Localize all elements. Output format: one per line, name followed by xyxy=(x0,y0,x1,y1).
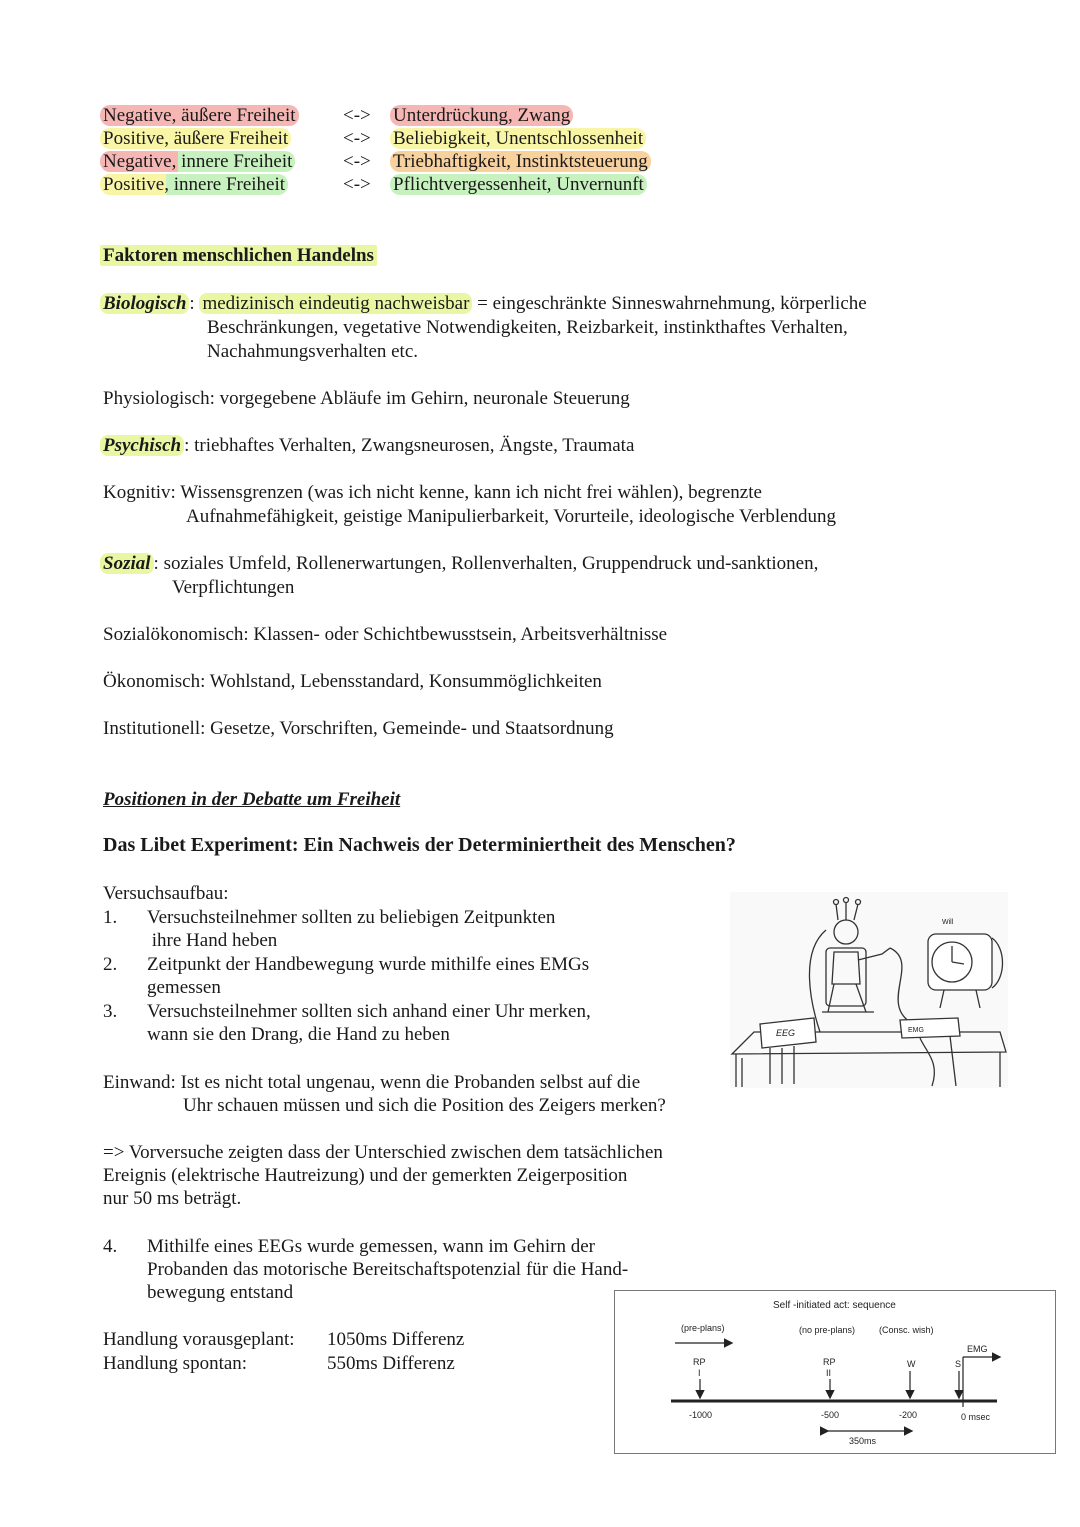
factor-sozial-line2: Verpflichtungen xyxy=(172,577,295,598)
factor-colon: : xyxy=(189,293,195,314)
vorversuch-line3: nur 50 ms beträgt. xyxy=(103,1188,242,1209)
freedom-right xyxy=(390,104,573,127)
freedom-left: Negative, äußere Freiheit xyxy=(100,105,299,126)
timeline-tick: 0 msec xyxy=(961,1412,991,1422)
result-planned-label: Handlung vorausgeplant: xyxy=(103,1329,295,1350)
freedom-right-text: Pflichtvergessenheit, Unvernunft xyxy=(390,174,647,195)
factor-label: Psychisch xyxy=(100,435,184,456)
freedom-arrow: <-> xyxy=(343,151,371,172)
sketch-emg-label: EMG xyxy=(908,1027,924,1034)
factors-heading-text: Faktoren menschlichen Handelns xyxy=(100,245,377,266)
factor-sozialoekonomisch: Sozialökonomisch: Klassen- oder Schichtbewusstsein, Arbeitsverhältnisse xyxy=(103,624,668,645)
freedom-row xyxy=(100,173,288,196)
libet-heading: Das Libet Experiment: Ein Nachweis der Determiniertheit des Menschen? xyxy=(103,834,736,856)
freedom-left: Positive, innere Freiheit xyxy=(100,174,288,195)
freedom-left: Negative, innere Freiheit xyxy=(100,151,295,172)
step-text: Versuchsteilnehmer sollten zu beliebigen Zeitpunkten xyxy=(147,907,556,928)
step-1-line2: ihre Hand heben xyxy=(147,930,278,951)
step-4 xyxy=(103,1235,595,1258)
einwand-line2: Uhr schauen müssen und sich die Position des Zeigers merken? xyxy=(183,1095,666,1116)
freedom-arrow: <-> xyxy=(343,174,371,195)
factor-institutionell: Institutionell: Gesetze, Vorschriften, Gemeinde- und Staatsordnung xyxy=(103,718,614,739)
factor-colon: : xyxy=(184,435,190,456)
step-4-line3: bewegung entstand xyxy=(147,1282,294,1303)
timeline-w: W xyxy=(907,1359,916,1369)
freedom-right-text: Unterdrückung, Zwang xyxy=(390,105,573,126)
freedom-left: Positive, äußere Freiheit xyxy=(100,128,291,149)
factor-label: Biologisch xyxy=(100,293,189,314)
timeline-title: Self -initiated act: sequence xyxy=(773,1300,896,1311)
factor-text: triebhaftes Verhalten, Zwangsneurosen, Ängste, Traumata xyxy=(189,435,635,456)
timeline-emg: EMG xyxy=(967,1344,988,1354)
step-2-line2: gemessen xyxy=(147,977,221,998)
freedom-right xyxy=(390,173,647,196)
factor-highlight: medizinisch eindeutig nachweisbar xyxy=(199,293,472,314)
freedom-right-text: Beliebigkeit, Unentschlossenheit xyxy=(390,128,646,149)
step-3-line2: wann sie den Drang, die Hand zu heben xyxy=(147,1024,450,1045)
factor-oekonomisch: Ökonomisch: Wohlstand, Lebensstandard, Konsummöglichkeiten xyxy=(103,671,602,692)
freedom-arrow: <-> xyxy=(343,105,371,126)
step-text: Mithilfe eines EEGs wurde gemessen, wann im Gehirn der xyxy=(147,1236,595,1257)
factor-biologisch-line3: Nachahmungsverhalten etc. xyxy=(207,341,419,362)
timeline-no-pre-plans: (no pre-plans) xyxy=(799,1325,856,1335)
timeline-rp1: RP xyxy=(693,1357,706,1367)
einwand: Einwand: Ist es nicht total ungenau, wenn die Probanden selbst auf die xyxy=(103,1072,641,1093)
step-text: Zeitpunkt der Handbewegung wurde mithilfe eines EMGs xyxy=(147,954,590,975)
vorversuch: => Vorversuche zeigten dass der Unterschied zwischen dem tatsächlichen xyxy=(103,1142,663,1163)
freedom-row xyxy=(100,104,299,127)
timeline-rp2: RP xyxy=(823,1357,836,1367)
sketch-will-label: Will xyxy=(942,919,954,926)
step-number: 1. xyxy=(103,907,118,928)
timeline-tick: -500 xyxy=(821,1410,840,1420)
timeline-span: 350ms xyxy=(849,1436,877,1446)
timeline-tick: -200 xyxy=(899,1410,918,1420)
freedom-row xyxy=(100,150,295,173)
step-1 xyxy=(103,906,555,929)
vorversuch-line2: Ereignis (elektrische Hautreizung) und der gemerkten Zeigerposition xyxy=(103,1165,628,1186)
factor-biologisch xyxy=(100,292,867,315)
sketch-drawing xyxy=(730,892,1008,1088)
factor-colon: : xyxy=(153,553,159,574)
factor-label: Sozial xyxy=(100,553,154,574)
freedom-row xyxy=(100,127,291,150)
result-planned-value: 1050ms Differenz xyxy=(327,1329,465,1350)
step-2 xyxy=(103,953,589,976)
factors-heading xyxy=(100,244,377,267)
timeline-rp1-roman: I xyxy=(698,1368,701,1378)
positions-heading: Positionen in der Debatte um Freiheit xyxy=(103,789,401,810)
factor-text: soziales Umfeld, Rollenerwartungen, Rollenverhalten, Gruppendruck und-sanktionen, xyxy=(158,553,819,574)
timeline-drawing xyxy=(615,1291,1055,1453)
setup-label: Versuchsaufbau: xyxy=(103,883,229,904)
freedom-arrow: <-> xyxy=(343,128,371,149)
freedom-right xyxy=(390,127,646,150)
freedom-right xyxy=(390,150,651,173)
step-3 xyxy=(103,1000,591,1023)
result-spontaneous-label: Handlung spontan: xyxy=(103,1353,248,1374)
factor-kognitiv-line2: Aufnahmefähigkeit, geistige Manipulierbarkeit, Vorurteile, ideologische Verblendung xyxy=(186,506,837,527)
libet-experiment-sketch xyxy=(730,892,1008,1088)
factor-text: = eingeschränkte Sinneswahrnehmung, körperliche xyxy=(472,293,867,314)
step-number: 2. xyxy=(103,954,118,975)
sketch-eeg-label: EEG xyxy=(776,1028,796,1038)
timeline-consc-wish: (Consc. wish) xyxy=(879,1325,934,1335)
factor-psychisch xyxy=(100,434,634,457)
freedom-right-text: Triebhaftigkeit, Instinktsteuerung xyxy=(390,151,651,172)
factor-biologisch-line2: Beschränkungen, vegetative Notwendigkeiten, Reizbarkeit, instinkthaftes Verhalten, xyxy=(207,317,848,338)
result-spontaneous-value: 550ms Differenz xyxy=(327,1353,455,1374)
factor-sozial xyxy=(100,552,818,575)
factor-physiologisch: Physiologisch: vorgegebene Abläufe im Gehirn, neuronale Steuerung xyxy=(103,388,630,409)
timeline-pre-plans: (pre-plans) xyxy=(681,1323,725,1333)
step-text: Versuchsteilnehmer sollten sich anhand einer Uhr merken, xyxy=(147,1001,591,1022)
timeline-s: S xyxy=(955,1359,962,1369)
libet-timeline-figure xyxy=(614,1290,1056,1454)
timeline-tick: -1000 xyxy=(689,1410,713,1420)
step-number: 4. xyxy=(103,1236,118,1257)
timeline-rp2-roman: II xyxy=(826,1368,832,1378)
factor-kognitiv: Kognitiv: Wissensgrenzen (was ich nicht kenne, kann ich nicht frei wählen), begrenzte xyxy=(103,482,762,503)
step-4-line2: Probanden das motorische Bereitschaftspotenzial für die Hand- xyxy=(147,1259,629,1280)
step-number: 3. xyxy=(103,1001,118,1022)
